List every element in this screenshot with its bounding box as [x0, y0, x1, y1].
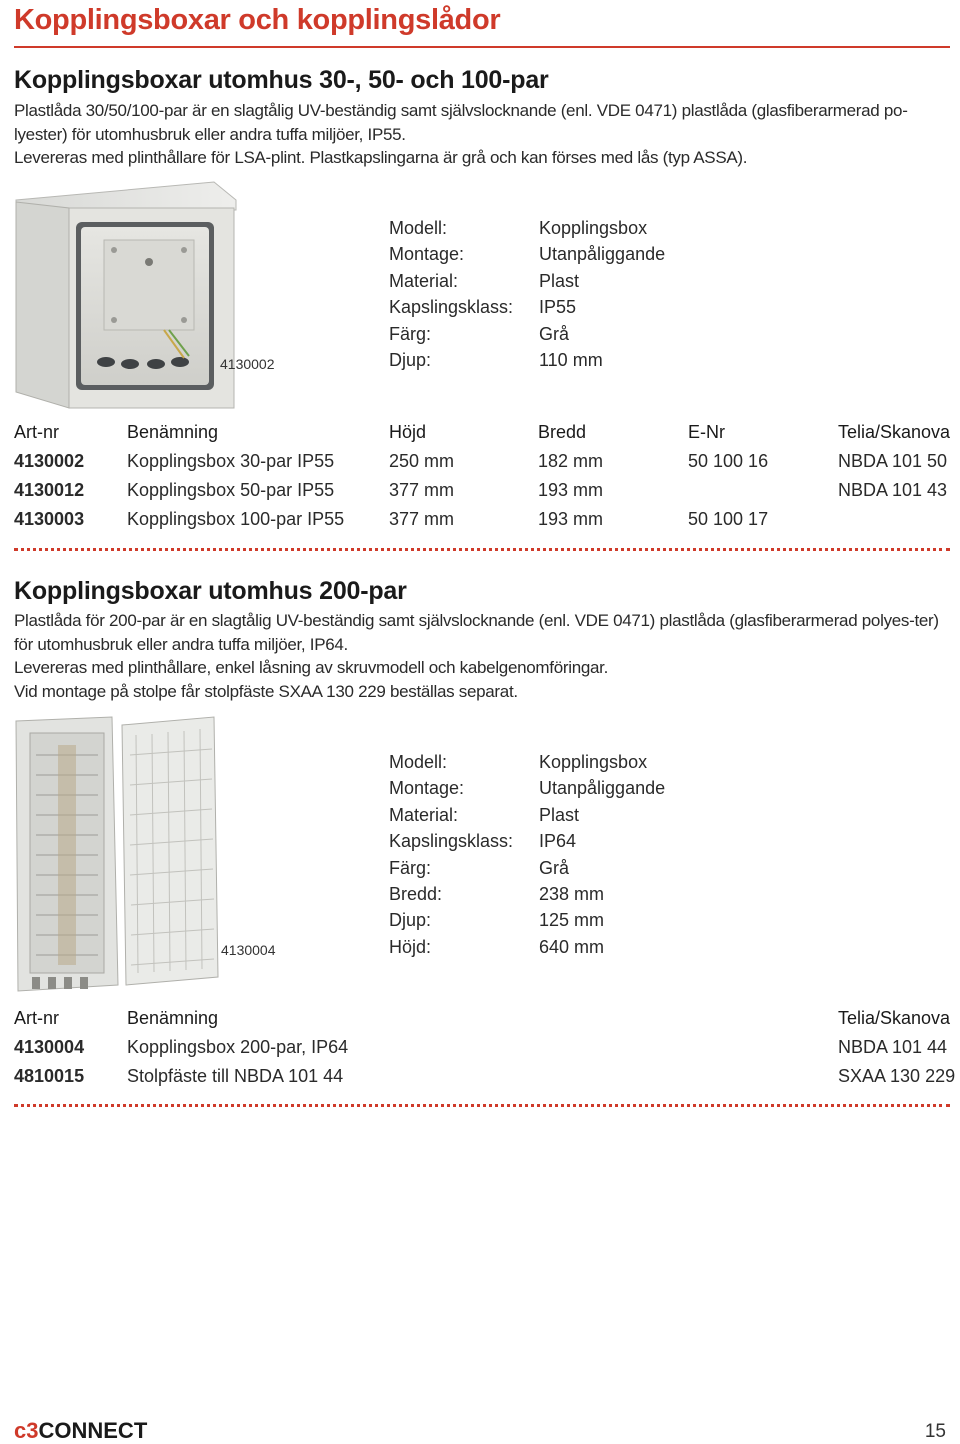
spec-row-depth	[389, 350, 665, 376]
section-title-200-par: Kopplingsboxar utomhus 200-par	[14, 577, 407, 605]
spec-label: Bredd:	[389, 883, 443, 904]
spec-list-section1	[389, 218, 665, 376]
section2-description	[14, 609, 944, 703]
spec-label: Montage:	[389, 778, 465, 799]
section1-description	[14, 99, 944, 170]
cell-name: Kopplingsbox 30-par IP55	[127, 451, 335, 471]
section-title-30-50-100: Kopplingsboxar utomhus 30-, 50- och 100-par	[14, 66, 549, 94]
cell-telia-skanova: NBDA 101 44	[838, 1037, 948, 1057]
cell-name: Kopplingsbox 100-par IP55	[127, 509, 345, 529]
column-header-telia-skanova: Telia/Skanova	[838, 422, 951, 442]
spec-label: Djup:	[389, 910, 432, 931]
cell-telia-skanova: SXAA 130 229	[838, 1066, 956, 1086]
spec-list-section2	[389, 752, 665, 963]
cell-art-nr: 4130012	[14, 480, 85, 500]
section2-paragraph-1: Plastlåda för 200-par är en slagtålig UV-beständig samt självslocknande (enl. VDE 0471) plastlåda (glasfiberarmerad polyes-ter) för utomhusbruk eller andra tuffa miljöer, IP64.	[14, 611, 939, 654]
spec-value: 640 mm	[539, 936, 605, 957]
spec-value: 238 mm	[539, 883, 605, 904]
section1-paragraph-2: Levereras med plinthållare för LSA-plint. Plastkapslingarna är grå och kan förses med lås (typ ASSA).	[14, 148, 748, 167]
spec-row-width	[389, 884, 665, 910]
cell-e-nr: 50 100 17	[688, 509, 769, 529]
column-header-art-nr: Art-nr	[14, 1008, 59, 1028]
column-header-e-nr: E-Nr	[688, 422, 725, 442]
spec-row-color	[389, 858, 665, 884]
cell-art-nr: 4130002	[14, 451, 85, 471]
section2-paragraph-2: Levereras med plinthållare, enkel låsning av skruvmodell och kabelgenomföringar.	[14, 658, 609, 677]
table-header-row	[14, 422, 954, 451]
title-divider	[14, 46, 950, 48]
spec-label: Kapslingsklass:	[389, 831, 514, 852]
photo-caption-4130002: 4130002	[220, 356, 275, 372]
spec-value: Plast	[539, 804, 580, 825]
cell-name: Stolpfäste till NBDA 101 44	[127, 1066, 344, 1086]
product-photo-4130004	[14, 715, 219, 993]
spec-label: Kapslingsklass:	[389, 297, 514, 318]
column-header-name: Benämning	[127, 422, 219, 442]
spec-label: Modell:	[389, 752, 448, 772]
table-row	[14, 1037, 954, 1066]
spec-value: Utanpåliggande	[539, 778, 666, 799]
page-number: 15	[924, 1421, 946, 1442]
spec-label: Material:	[389, 804, 459, 825]
spec-row-material	[389, 271, 665, 297]
cell-e-nr: 50 100 16	[688, 451, 769, 471]
cell-art-nr: 4130003	[14, 509, 85, 529]
cell-width: 193 mm	[538, 509, 604, 529]
logo-wordmark: CONNECT	[38, 1418, 148, 1443]
spec-value: Utanpåliggande	[539, 244, 666, 265]
section-divider	[14, 1104, 950, 1107]
cell-height: 377 mm	[389, 509, 455, 529]
spec-label: Montage:	[389, 244, 465, 265]
cell-telia-skanova: NBDA 101 50	[838, 451, 948, 471]
section1-paragraph-1: Plastlåda 30/50/100-par är en slagtålig UV-beständig samt självslocknande (enl. VDE 0471) plastlåda (glasfiberarmerad po-lyester) för utomhusbruk eller andra tuffa miljöer, IP55.	[14, 101, 908, 144]
cell-telia-skanova: NBDA 101 43	[838, 480, 948, 500]
table-row	[14, 1066, 954, 1095]
spec-row-mounting	[389, 778, 665, 804]
product-photo-4130002	[14, 180, 244, 412]
spec-value: Plast	[539, 270, 580, 291]
page-title: Kopplingsboxar och kopplingslådor	[14, 4, 501, 36]
spec-label: Djup:	[389, 349, 432, 370]
logo-c3-mark: c3	[14, 1418, 39, 1443]
spec-row-mounting	[389, 244, 665, 270]
spec-value: Kopplingsbox	[539, 752, 648, 772]
spec-row-depth	[389, 910, 665, 936]
table-header-row	[14, 1008, 954, 1037]
spec-row-material	[389, 805, 665, 831]
table-row	[14, 480, 954, 509]
spec-label: Färg:	[389, 323, 432, 344]
column-header-width: Bredd	[538, 422, 587, 442]
spec-value: Grå	[539, 857, 570, 878]
spec-label: Material:	[389, 270, 459, 291]
spec-value: 125 mm	[539, 910, 605, 931]
cell-height: 250 mm	[389, 451, 455, 471]
column-header-height: Höjd	[389, 422, 427, 442]
spec-row-enclosure-class	[389, 297, 665, 323]
product-table-section2	[14, 1008, 954, 1095]
spec-value: 110 mm	[539, 349, 603, 370]
column-header-telia-skanova: Telia/Skanova	[838, 1008, 951, 1028]
section2-paragraph-3: Vid montage på stolpe får stolpfäste SXAA 130 229 beställas separat.	[14, 681, 518, 701]
section-divider	[14, 548, 950, 551]
spec-value: Grå	[539, 323, 570, 344]
cell-name: Kopplingsbox 200-par, IP64	[127, 1037, 349, 1057]
spec-row-enclosure-class	[389, 831, 665, 857]
spec-label: Färg:	[389, 857, 432, 878]
table-row	[14, 451, 954, 480]
c3-connect-logo	[14, 1418, 147, 1444]
cell-width: 193 mm	[538, 480, 604, 500]
spec-label: Höjd:	[389, 936, 432, 957]
photo-caption-4130004: 4130004	[221, 942, 276, 958]
cell-name: Kopplingsbox 50-par IP55	[127, 480, 335, 500]
spec-row-color	[389, 324, 665, 350]
table-row	[14, 509, 954, 538]
product-table-section1	[14, 422, 954, 538]
spec-row-height	[389, 937, 665, 963]
cell-height: 377 mm	[389, 480, 455, 500]
cell-art-nr: 4810015	[14, 1066, 85, 1086]
column-header-name: Benämning	[127, 1008, 219, 1028]
spec-value: IP55	[539, 297, 577, 318]
cell-art-nr: 4130004	[14, 1037, 85, 1057]
spec-value: IP64	[539, 831, 577, 852]
spec-label: Modell:	[389, 218, 448, 238]
spec-row-model	[389, 752, 665, 778]
column-header-art-nr: Art-nr	[14, 422, 59, 442]
cell-width: 182 mm	[538, 451, 604, 471]
spec-value: Kopplingsbox	[539, 218, 648, 238]
spec-row-model	[389, 218, 665, 244]
